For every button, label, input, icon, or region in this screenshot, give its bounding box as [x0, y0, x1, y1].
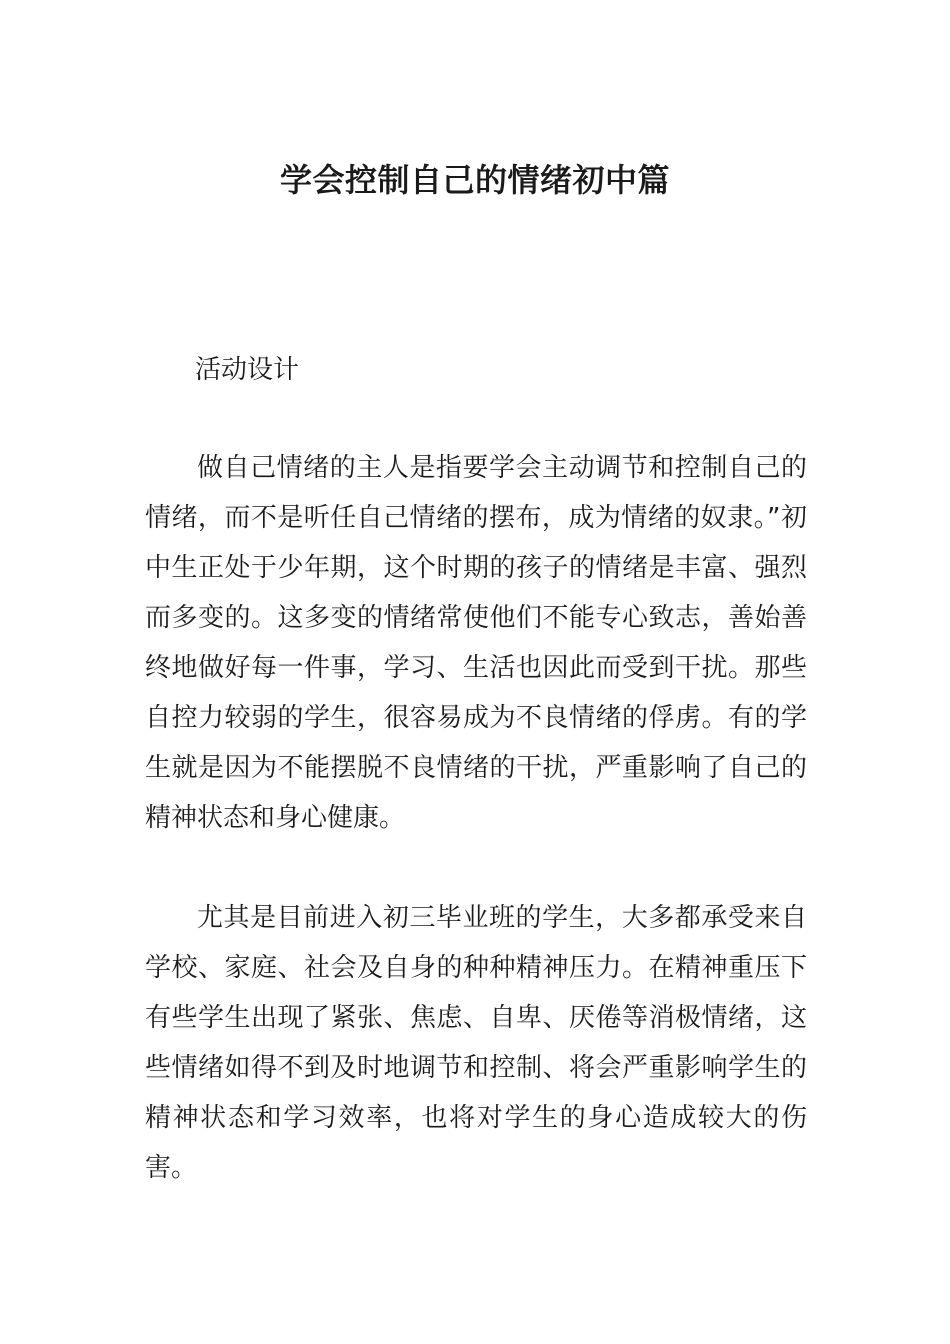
body-paragraph-1: 做自己情绪的主人是指要学会主动调节和控制自己的情绪，而不是听任自己情绪的摆布，成为情绪的奴隶。”初中生正处于少年期，这个时期的孩子的情绪是丰富、强烈而多变的。这多变的情绪常使他们不能专心致志，善始善终地做好每一件事，学习、生活也因此而受到干扰。那些自控力较弱的学生，很容易成为不良情绪的俘虏。有的学生就是因为不能摆脱不良情绪的干扰，严重影响了自己的精神状态和身心健康。 — [145, 453, 807, 833]
section-heading: 活动设计 — [195, 355, 300, 385]
body-paragraph-2: 尤其是目前进入初三毕业班的学生，大多都承受来自学校、家庭、社会及自身的种种精神压力。在精神重压下有些学生出现了紧张、焦虑、自卑、厌倦等消极情绪，这些情绪如得不到及时地调节和控制、将会严重影响学生的精神状态和学习效率，也将对学生的身心造成较大的伤害。 — [145, 903, 807, 1183]
document-title: 学会控制自己的情绪初中篇 — [279, 161, 670, 199]
